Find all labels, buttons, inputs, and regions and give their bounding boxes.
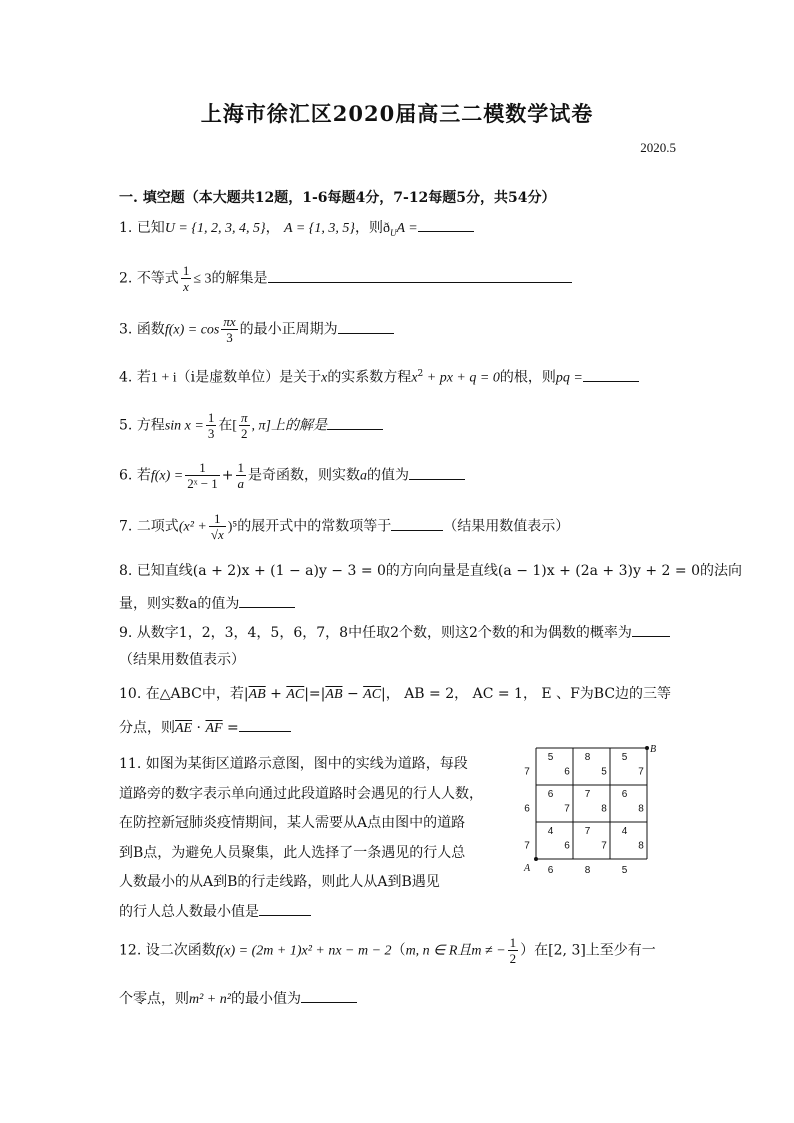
answer-blank[interactable] [338, 319, 394, 334]
edge-label: 8 [584, 752, 591, 763]
edge-label: 7 [524, 840, 530, 852]
answer-blank[interactable] [418, 217, 474, 232]
edge-label: 7 [584, 789, 591, 800]
q11-line: 人数最小的从A到B的行走线路，则此人从A到B遇见 [119, 874, 440, 890]
edge-label: 8 [601, 803, 607, 815]
edge-label: 6 [524, 803, 530, 815]
edge-label: 4 [547, 826, 554, 837]
answer-blank[interactable] [391, 516, 443, 531]
q11-line: 到B点，为避免人员聚集，此人选择了一条遇见的行人总 [119, 844, 466, 861]
edge-label: 6 [621, 789, 628, 800]
question-7: 7. 二项式(x² + $\frac{1}{√x}$ )⁵的展开式中的常数项等于 （结果用数值表示） [119, 511, 570, 542]
edge-label: 8 [638, 840, 644, 852]
edge-label: 5 [621, 865, 628, 875]
edge-label: 7 [564, 803, 570, 815]
question-4: 4. 若1 + i（i是虚数单位）是关于x的实系数方程$x^2$ + px + q = 0的根，则pq = [119, 364, 639, 389]
edge-label: 7 [524, 766, 530, 778]
answer-blank[interactable] [301, 988, 357, 1003]
answer-blank[interactable] [327, 415, 383, 430]
edge-label: 6 [547, 865, 554, 875]
section-heading: 一. 填空题（本大题共12题，1-6每题4分，7-12每题5分，共54分） [119, 190, 556, 206]
edge-label: 6 [547, 789, 554, 800]
edge-label: 5 [621, 752, 628, 763]
edge-label: 7 [638, 766, 644, 778]
edge-label: 6 [564, 766, 570, 778]
point-b [645, 746, 649, 750]
answer-blank[interactable] [583, 367, 639, 382]
question-2: 2. 不等式 $\frac{1}{x}$ ≤ 3的解集是 [119, 263, 572, 294]
question-5: 5. 方程sin x = $\frac{1}{3}$ 在[ $\frac{\pi}{2}$ , π]上的解是 [119, 410, 383, 441]
edge-label: 8 [584, 865, 591, 875]
question-11 [119, 750, 483, 927]
answer-blank[interactable] [239, 717, 291, 732]
edge-label: 5 [547, 752, 554, 763]
label-a: A [524, 863, 531, 874]
edge-label: 8 [638, 803, 644, 815]
q11-line: 的行人总人数最小值是 [119, 903, 259, 920]
q11-line: 11. 如图为某街区道路示意图，图中的实线为道路，每段 [119, 756, 468, 772]
question-8: 8. 已知直线(a + 2)x + (1 − a)y − 3 = 0的方向向量是直线(a − 1)x + (2a + 3)y + 2 = 0的法向 量，则实数a的值为 [119, 563, 742, 612]
question-6: 6. 若f(x) = $\frac{1}{\text{2ˣ − 1}}$ + $\frac{1}{a}$ 是奇函数，则实数a的值为 [119, 460, 465, 491]
edge-label: 5 [601, 766, 607, 778]
exam-date: 2020.5 [640, 140, 676, 155]
answer-blank[interactable] [268, 268, 572, 283]
answer-blank[interactable] [239, 593, 295, 608]
point-a [534, 857, 538, 861]
edge-label: 7 [601, 840, 607, 852]
edge-label: 6 [564, 840, 570, 852]
q11-line: 道路旁的数字表示单向通过此段道路时会遇见的行人人数， [119, 785, 483, 802]
street-grid-diagram [514, 740, 684, 875]
label-b: B [650, 744, 657, 755]
question-12: 12. 设二次函数f(x) = (2m + 1)x² + nx − m − 2（m, n ∈ R且m ≠ − $\frac{1}{2}$ ）在[2, 3]上至少有一 个零点，则m² + n²的最小值为 [119, 935, 656, 1007]
edge-label: 7 [584, 826, 591, 837]
page-title: 上海市徐汇区2020届高三二模数学试卷 [200, 101, 594, 126]
question-10: 10. 在△ABC中，若$|\overline{AB} + \overline{AC}|=|\overline{AB} - \overline{AC}|$， AB = 2， AC = 1， E 、F为BC边的三等 分点，则$\overline{AE} \cdot \overline{AF}$ = [119, 686, 672, 736]
question-3: 3. 函数f(x) = cos $\frac{\pi x}{3}$ 的最小正周期为 [119, 314, 394, 345]
answer-blank[interactable] [259, 901, 311, 916]
q11-line: 在防控新冠肺炎疫情期间，某人需要从A点由图中的道路 [119, 815, 466, 831]
answer-blank[interactable] [632, 622, 670, 637]
edge-label: 4 [621, 826, 628, 837]
question-1: 1. 已知U = {1, 2, 3, 4, 5}， A = {1, 3, 5}，则$ð_UA$ = [119, 217, 474, 243]
question-9: 9. 从数字1，2，3，4，5，6，7，8中任取2个数，则这2个数的和为偶数的概率为 （结果用数值表示） [119, 622, 670, 670]
answer-blank[interactable] [409, 465, 465, 480]
